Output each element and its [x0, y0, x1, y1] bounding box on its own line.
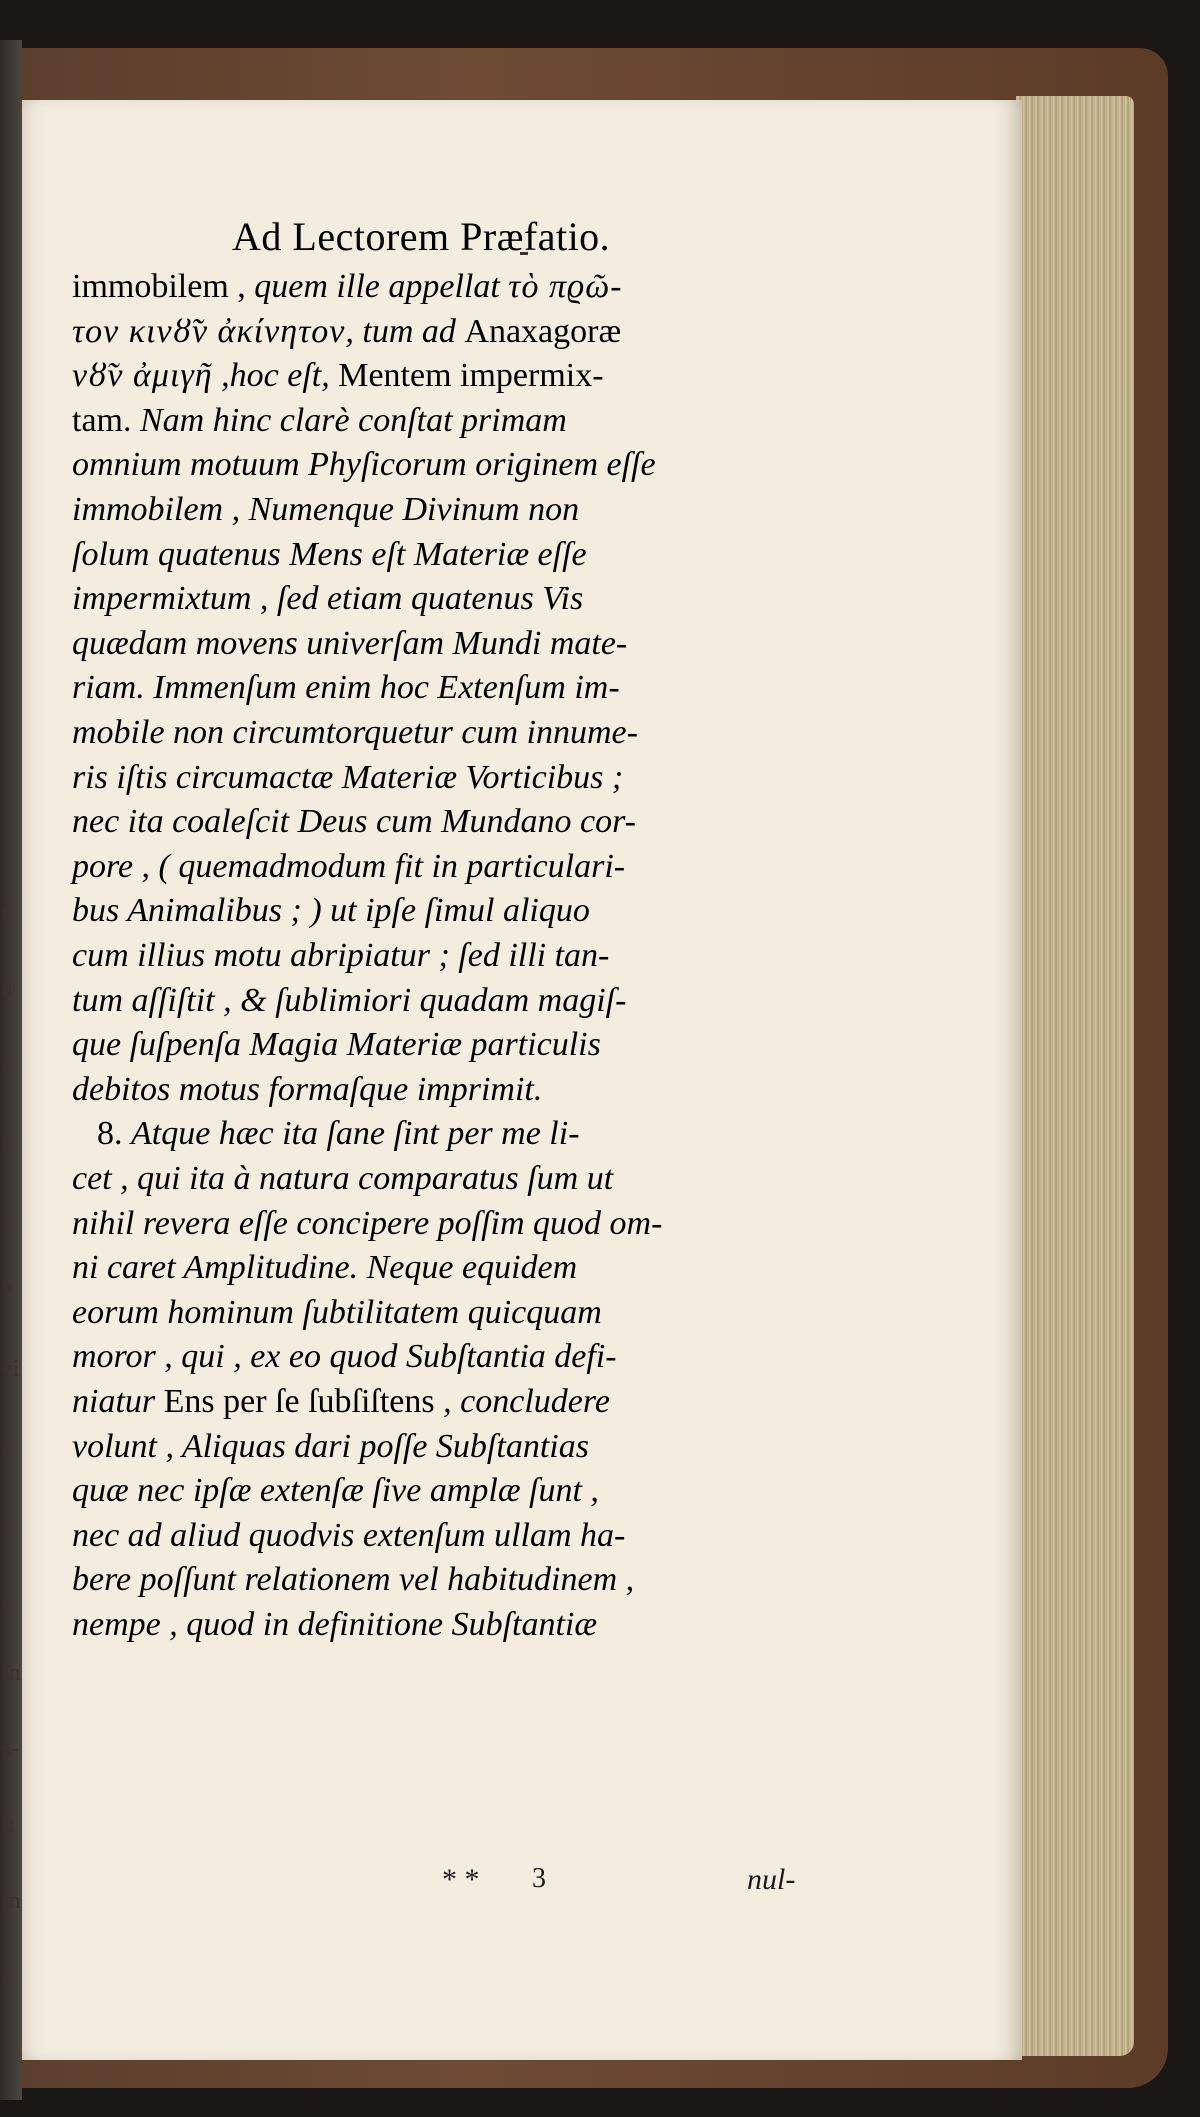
- text-line: [72, 666, 620, 710]
- text-line: [97, 1112, 580, 1156]
- text-run: 8.: [97, 1115, 131, 1153]
- text-run: nec ita coaleſcit Deus cum Mundano cor-: [72, 803, 636, 841]
- running-head: Ad Lectorem Præfatio.: [232, 214, 611, 259]
- text-line: [72, 845, 625, 889]
- text-line: [72, 711, 638, 755]
- text-line: [72, 1291, 602, 1335]
- bleed-glyph: -: [2, 1964, 10, 1990]
- text-run: moror , qui , ex eo quod Subſtantia defi-: [72, 1338, 617, 1376]
- text-run: riam. Immenſum enim hoc Extenſum im-: [72, 669, 620, 707]
- text-run: quæ nec ipſæ extenſæ ſive amplæ ſunt ,: [72, 1472, 599, 1510]
- text-line: [72, 800, 636, 844]
- text-line: [72, 1469, 599, 1513]
- text-line: [72, 488, 579, 532]
- text-line: [72, 1246, 577, 1290]
- text-line: [72, 934, 609, 978]
- text-run: Anaxagoræ: [464, 312, 622, 350]
- text-line: [72, 1335, 617, 1379]
- text-line: [72, 443, 656, 487]
- text-line: [72, 1558, 634, 1602]
- text-run: nihil revera eſſe concipere poſſim quod om-: [72, 1204, 663, 1242]
- bleed-glyph: in: [2, 1660, 21, 1686]
- text-line: [72, 1425, 589, 1469]
- text-line: [72, 533, 587, 577]
- text-run: τον κινȣ̃ν ἀκίνητον: [72, 312, 346, 350]
- text-run: immobilem ,: [72, 268, 255, 305]
- text-run: νȣ̃ν ἀμιγῆ: [72, 357, 213, 395]
- text-line: [72, 265, 623, 309]
- text-run: niatur: [72, 1383, 164, 1420]
- text-run: bus Animalibus ; ) ut ipſe ſimul aliquo: [72, 892, 590, 930]
- text-line: [72, 1157, 613, 1201]
- text-run: ni caret Amplitudine. Neque equidem: [72, 1249, 578, 1287]
- bleed-glyph: m: [2, 1888, 21, 1914]
- text-run: mobile non circumtorquetur cum innume-: [72, 714, 638, 751]
- text-run: ,hoc eſt,: [212, 357, 339, 395]
- text-run: bere poſſunt relationem vel habitudinem ,: [72, 1561, 635, 1599]
- catchword: nul-: [747, 1863, 796, 1896]
- text-run: Atque hæc ita ſane ſint per me li-: [131, 1115, 580, 1153]
- text-line: [72, 1380, 610, 1424]
- text-line: [72, 354, 604, 398]
- bleed-glyph: t: [2, 1128, 9, 1154]
- text-run: omnium motuum Phyſicorum originem eſſe: [72, 446, 656, 484]
- book-page: [22, 100, 1022, 2060]
- text-run: que ſuſpenſa Magia Materiæ particulis: [72, 1026, 601, 1064]
- bleed-glyph: ,: [2, 1508, 8, 1534]
- text-line: [72, 979, 626, 1023]
- text-run: cum illius motu abripiatur ; ſed illi tan-: [72, 937, 610, 974]
- text-line: [72, 310, 621, 354]
- text-run: quædam movens univerſam Mundi mate-: [72, 624, 628, 662]
- text-run: tam.: [72, 401, 140, 439]
- text-run: impermixtum , ſed etiam quatenus Vis: [72, 580, 584, 618]
- text-run: debitos motus formaſque imprimit.: [72, 1070, 543, 1108]
- bleed-glyph: ?: [2, 1280, 13, 1306]
- text-line: [72, 756, 623, 800]
- page-fore-edge: [1016, 96, 1134, 2056]
- text-line: [72, 1514, 625, 1558]
- text-run: volunt , Aliquas dari poſſe Subſtantias: [72, 1427, 589, 1465]
- bleed-glyph: s-: [2, 1736, 20, 1762]
- text-line: [72, 1023, 601, 1067]
- text-line: [72, 399, 567, 443]
- text-run: immobilem , Numenque Divinum non: [72, 491, 580, 528]
- bleed-glyph: ,: [2, 1584, 8, 1610]
- text-line: [72, 622, 627, 666]
- text-run: nempe , quod in definitione Subſtantiæ: [72, 1606, 598, 1643]
- text-line: [72, 1202, 662, 1246]
- text-run: Mentem impermix-: [338, 357, 604, 395]
- text-run: tum aſſiſtit , & ſublimiori quadam magiſ-: [72, 981, 627, 1019]
- bleed-glyph: ,: [2, 1204, 8, 1230]
- bleed-glyph: ei: [2, 1356, 20, 1382]
- text-run: , tum ad: [345, 312, 465, 350]
- text-run: τὸ πϱῶ-: [508, 268, 623, 305]
- text-run: cet , qui ita à natura comparatus ſum ut: [72, 1160, 614, 1197]
- text-run: eorum hominum ſubtilitatem quicquam: [72, 1293, 602, 1331]
- text-line: [72, 577, 583, 621]
- signature-mark: * *: [442, 1863, 480, 1896]
- bleed-glyph: ,: [2, 1432, 8, 1458]
- text-run: quem ille appellat: [254, 268, 509, 305]
- bleed-glyph: u: [2, 1812, 14, 1838]
- bleed-glyph: t: [2, 900, 9, 926]
- text-line: [72, 1603, 597, 1647]
- bleed-glyph: a: [2, 976, 13, 1002]
- bleed-glyph: -: [2, 1052, 10, 1078]
- text-run: , concludere: [434, 1383, 610, 1420]
- text-run: pore , ( quemadmodum fit in particulari-: [72, 847, 626, 885]
- text-run: ris iſtis circumactæ Materiæ Vorticibus ;: [72, 758, 624, 796]
- text-run: nec ad aliud quodvis extenſum ullam ha-: [72, 1516, 626, 1554]
- text-run: Nam hinc clarè conſtat primam: [139, 401, 567, 439]
- signature-number: 3: [532, 1863, 546, 1894]
- text-line: [72, 1068, 542, 1112]
- text-run: ſolum quatenus Mens eſt Materiæ eſſe: [72, 535, 587, 573]
- text-run: Ens per ſe ſubſiſtens: [163, 1383, 435, 1420]
- text-line: [72, 889, 590, 933]
